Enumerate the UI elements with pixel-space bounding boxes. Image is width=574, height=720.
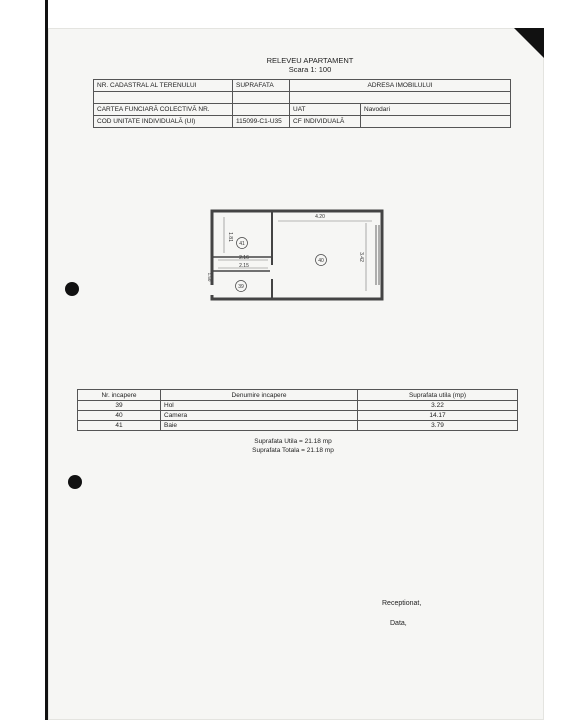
useful-area: Suprafata Utila = 21.18 mp [254,438,332,445]
room-nr: 41 [78,421,161,431]
header-cell: Navodari [361,104,511,116]
header-row [94,80,511,92]
header-cell: SUPRAFATA [233,80,290,92]
header-cell: 115099-C1-U35 [233,116,290,128]
room-area: 14.17 [358,411,518,421]
room-area: 3.79 [358,421,518,431]
area-summary [233,437,353,455]
header-cell: COD UNITATE INDIVIDUALĂ (UI) [94,116,233,128]
table-row [78,411,518,421]
header-cell: UAT [290,104,361,116]
rooms-table-header [78,390,518,401]
punch-hole-bottom [68,475,82,489]
dim-label-top: 4.20 [315,214,325,220]
dim-label-small-left: 1.81 [227,232,233,242]
column-header: Nr. incapere [78,390,161,401]
date-label: Data, [390,620,407,627]
header-cell [94,92,233,104]
header-cell: CF INDIVIDUALĂ [290,116,361,128]
floor-plan [200,205,390,305]
header-cell [233,104,290,116]
table-row [78,401,518,411]
room-name: Camera [161,411,358,421]
door-opening [270,265,275,279]
document-sheet [48,28,544,720]
folded-corner [514,28,544,58]
dim-label-left-mid: 1.50 [207,272,212,282]
header-cell [290,92,511,104]
rooms-table [77,389,518,431]
column-header: Suprafata utila (mp) [358,390,518,401]
header-cell: ADRESA IMOBILULUI [290,80,511,92]
room-name: Baie [161,421,358,431]
dim-label-hall-2: 2.15 [239,263,249,269]
document-title: RELEVEU APARTAMENT [266,56,354,65]
header-row [94,92,511,104]
header-row [94,104,511,116]
dim-label-right: 3.42 [358,252,364,262]
header-cell [361,116,511,128]
received-label: Receptionat, [382,600,422,607]
room-number-39: 39 [238,284,244,290]
document-scale: Scara 1: 100 [288,65,332,74]
entry-door [209,285,215,295]
room-number-40: 40 [318,258,324,264]
room-number-41: 41 [239,241,245,247]
header-table [93,79,511,128]
header-row [94,116,511,128]
room-area: 3.22 [358,401,518,411]
header-cell: NR. CADASTRAL AL TERENULUI [94,80,233,92]
total-area: Suprafata Totala = 21.18 mp [252,447,334,454]
document-title-block [250,56,370,74]
table-row [78,421,518,431]
column-header: Denumire incapere [161,390,358,401]
header-cell [233,92,290,104]
dim-label-hall-1: 2.16 [239,255,249,261]
punch-hole-top [65,282,79,296]
room-nr: 39 [78,401,161,411]
room-nr: 40 [78,411,161,421]
header-cell: CARTEA FUNCIARĂ COLECTIVĂ NR. [94,104,233,116]
room-name: Hol [161,401,358,411]
